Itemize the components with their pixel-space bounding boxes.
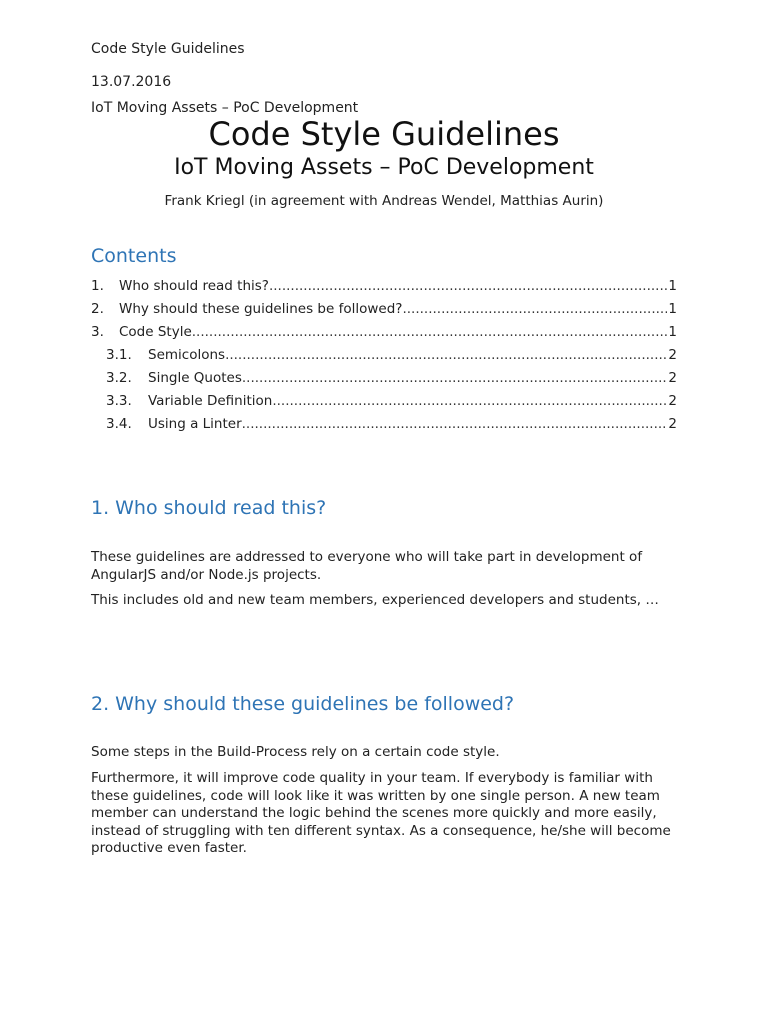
section-1-paragraph-2: This includes old and new team members, experienced developers and students, … [91, 592, 659, 608]
section-1-heading [91, 497, 326, 519]
toc-entry-text: Code Style [119, 324, 192, 340]
toc-entry-page: 2 [668, 347, 677, 363]
toc-leader-dots [192, 324, 668, 340]
toc-leader-dots [242, 370, 668, 386]
toc-entry-text: Using a Linter [148, 416, 242, 432]
toc-entry-page: 1 [668, 301, 677, 317]
toc-entry[interactable] [91, 278, 677, 301]
toc-entry[interactable] [91, 393, 677, 416]
toc-entry-number: 3.2. [106, 370, 132, 386]
header-date: 13.07.2016 [91, 74, 172, 90]
section-1-paragraph-1: These guidelines are addressed to everyone who will take part in development of AngularJS and/or Node.js projects. [91, 549, 643, 583]
toc-entry[interactable] [91, 416, 677, 439]
toc-entry-number: 3.3. [106, 393, 132, 409]
toc-entry-text: Who should read this? [119, 278, 269, 294]
toc-entry-text: Semicolons [148, 347, 226, 363]
toc-entry-page: 2 [668, 370, 677, 386]
toc-leader-dots [402, 301, 667, 317]
document-author: Frank Kriegl (in agreement with Andreas Wendel, Matthias Aurin) [164, 193, 604, 209]
toc-leader-dots [225, 347, 667, 363]
toc-entry-number: 2. [91, 301, 104, 317]
toc-entry-number: 1. [91, 278, 104, 294]
toc-entry-page: 2 [668, 416, 677, 432]
section-2-paragraph-1: Some steps in the Build-Process rely on a certain code style. [91, 744, 500, 760]
toc-entry[interactable] [91, 301, 677, 324]
toc-entry-page: 1 [668, 324, 677, 340]
section-title: Why should these guidelines be followed? [115, 693, 515, 715]
header-project: IoT Moving Assets – PoC Development [91, 100, 359, 116]
toc-entry[interactable] [91, 324, 677, 347]
toc-entry[interactable] [91, 370, 677, 393]
document-subtitle: IoT Moving Assets – PoC Development [174, 155, 594, 180]
toc-leader-dots [269, 278, 667, 294]
section-2-paragraph-2: Furthermore, it will improve code quality in your team. If everybody is familiar with these guidelines, code will look like it was written by one single person. A new team member can understand the logic behind the scenes more quickly and more easily, instead of struggling with ten different syntax. As a consequence, he/she will become productive even faster. [91, 770, 671, 856]
toc-entry-page: 2 [668, 393, 677, 409]
toc-entry-page: 1 [668, 278, 677, 294]
toc-entry-number: 3.1. [106, 347, 132, 363]
header-doc-title: Code Style Guidelines [91, 41, 245, 57]
toc-entry-text: Why should these guidelines be followed? [119, 301, 403, 317]
section-number: 2. [91, 693, 110, 715]
section-number: 1. [91, 497, 110, 519]
table-of-contents [91, 278, 677, 439]
contents-heading: Contents [91, 245, 177, 267]
toc-entry[interactable] [91, 347, 677, 370]
toc-leader-dots [272, 393, 667, 409]
section-title: Who should read this? [115, 497, 327, 519]
section-2-heading [91, 693, 514, 715]
toc-entry-text: Variable Definition [148, 393, 273, 409]
toc-entry-number: 3.4. [106, 416, 132, 432]
document-title: Code Style Guidelines [208, 115, 560, 153]
toc-leader-dots [242, 416, 668, 432]
toc-entry-text: Single Quotes [148, 370, 242, 386]
toc-entry-number: 3. [91, 324, 104, 340]
